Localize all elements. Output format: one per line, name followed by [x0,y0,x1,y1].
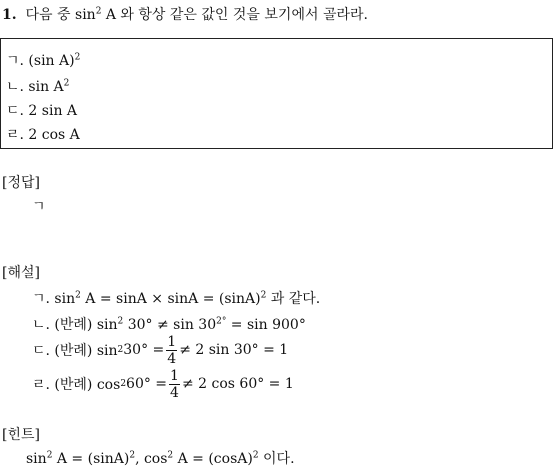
choice-item: ㄷ. 2 sin A [6,103,78,119]
explanation-line: ㄴ. (반례) $\sin^2 30^\circ \ne \sin 30^{2^\circ} = \sin 900^\circ$ [32,316,306,333]
choice-item: ㄹ. 2 cos A [6,127,80,143]
explanation-line: ㄱ. $\sin^2 A = \sin A \times \sin A = (\sin A)^2$ 과 같다. [32,290,321,307]
explanation-label: [해설] [2,265,40,281]
question-line [2,4,368,24]
choices-box [0,38,553,149]
hint-line: $\sin^2 A = (\sin A)^2$, $\cos^2 A = (\cos A)^2$ 이다. [26,450,295,467]
choice-item: ㄴ. $\sin A^2$ [6,78,70,95]
explanation-line: ㄷ. (반례) sin 2 30° = $\frac{1}{4}$ ≠ 2 sin 30° = 1 [32,333,289,367]
question-text: 다음 중 $\sin^2 A$ 와 항상 같은 값인 것을 보기에서 골라라. [25,6,368,23]
question-number: 1. [2,7,17,23]
answer-value: ㄱ [32,199,46,215]
explanation-line: ㄹ. (반례) cos 2 60° = $\frac{1}{4}$ ≠ 2 cos 60° = 1 [32,367,294,401]
answer-label: [정답] [2,175,40,191]
fraction: $\frac{1}{4}$ [167,333,177,367]
fraction: $\frac{1}{4}$ [170,367,179,401]
choice-item: ㄱ. (sin A)$^2$ [6,52,81,69]
hint-label: [힌트] [2,427,40,443]
